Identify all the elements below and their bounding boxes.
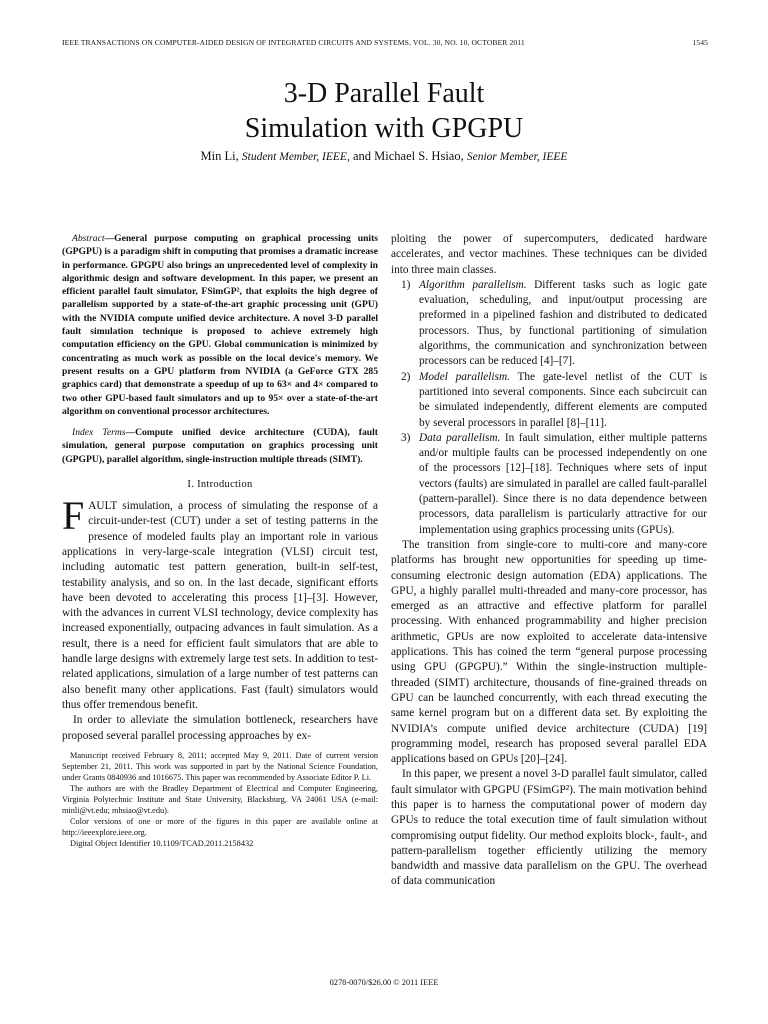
intro-paragraph-1 — [62, 493, 378, 713]
list-item-text: The gate-level netlist of the CUT is partitioned into several components. Since each subcircuit can be simulated independently, different elements are computed by several processors in parallel [8]–[11]. — [419, 370, 707, 429]
list-item-number: 1) — [401, 278, 411, 291]
list-item-number: 3) — [401, 431, 411, 444]
list-item-number: 2) — [401, 370, 411, 383]
author-2-role: Senior Member, IEEE — [466, 151, 568, 163]
list-item-class-name: Data parallelism. — [419, 431, 501, 444]
list-item — [391, 370, 707, 431]
list-item — [391, 278, 707, 370]
footnote-color: Color versions of one or more of the figures in this paper are available online at http://ieeexplore.ieee.org. — [62, 816, 378, 837]
author-2-name: Michael S. Hsiao, — [374, 149, 464, 163]
abstract-text: —General purpose computing on graphical processing units (GPGPU) is a paradigm shift in computing that promises a dramatic increase in performance. GPGPU also brings an unprecedented level of complexity in algorithmic design and software development. In this paper, we present an efficient parallel fault simulator, FSimGP², that exploits the high degree of parallelism supported by a state-of-the-art graphic processing unit (GPU) with the NVIDIA compute unified device architecture. A novel 3-D parallel fault simulation technique is proposed to achieve extremely high computation efficiency on the GPU. Global communication is minimized by concentrating as much work as possible on the local device's memory. We present results on a GPU platform from NVIDIA (a GeForce GTX 285 graphics card) that demonstrate a speedup of up to 63× and 4× compared to two other GPU-based fault simulators and up to 95× over a state-of-the-art algorithm on conventional processor architectures. — [62, 233, 378, 417]
list-item-class-name: Algorithm parallelism. — [419, 278, 527, 291]
title-line-1: 3-D Parallel Fault — [283, 78, 485, 109]
footnote-manuscript: Manuscript received February 8, 2011; accepted May 9, 2011. Date of current version September 21, 2011. This work was supported in part by the National Science Foundation, under Grants 0840936 and 1016675. This paper was recommended by Associate Editor P. Li. — [62, 750, 378, 782]
intro-paragraph-2-start: In order to alleviate the simulation bottleneck, researchers have proposed several parallel processing approaches by ex- — [62, 714, 378, 742]
section-heading-introduction: I. Introduction — [187, 479, 253, 491]
drop-cap: F — [62, 493, 85, 539]
journal-name: IEEE TRANSACTIONS ON COMPUTER-AIDED DESIGN OF INTEGRATED CIRCUITS AND SYSTEMS, VOL. 30, NO. 10, OCTOBER 2011 — [62, 38, 525, 47]
index-terms — [62, 426, 378, 466]
copyright-footer: 0278-0070/$26.00 © 2011 IEEE — [329, 978, 439, 987]
author-1-name: Min Li, — [200, 149, 239, 163]
intro-paragraph-1-text: AULT simulation, a process of simulating the response of a circuit-under-test (CUT) under a set of testing patterns in the presence of modeled faults play an important role in various applications in very-large-scale integration (VLSI) circuit test, including automatic test pattern generation, built-in self-test, testability analysis, and so on. In the last decade, significant efforts have been devoted to accelerating this process [1]–[3]. However, with the advances in current VLSI technology, device complexity has increased exponentially, outpacing advances in fault simulation. As a result, there is a need for efficient fault simulators that are able to handle large designs with extremely large test sets. In addition to test-related applications, simulation of a large number of test patterns can also benefit many other applications. Fast (fault) simulators would thus offer tremendous benefit. — [62, 500, 378, 711]
page-number: 1545 — [692, 38, 708, 47]
list-item-text: Different tasks such as logic gate evaluation, scheduling, and input/output processing are preformed in a pipelined fashion and distributed to dedicated processors. Thus, by functional partitioning of simulation algorithms, the communication and synchronization between processors can be reduced [4]–[7]. — [419, 278, 707, 368]
right-column — [391, 232, 707, 890]
author-1-role: Student Member, IEEE, — [241, 151, 350, 163]
title-line-2: Simulation with GPGPU — [244, 113, 524, 144]
list-item-text: In fault simulation, either multiple patterns and/or multiple faults can be processed independently on one of the processors [12]–[18]. Techniques where sets of input vectors (faults) are simulated in parallel are called fault-parallel (pattern-parallel). Since there is no data dependence between processors, data parallelism is particularly attractive for our implementation using graphics processing units (GPUs). — [419, 431, 707, 536]
footnote-affiliation: The authors are with the Bradley Department of Electrical and Computer Engineering, Virginia Polytechnic Institute and State University, Blacksburg, VA 24061 USA (e-mail: minli@vt.edu; mhsiao@vt.edu). — [62, 783, 378, 815]
list-item-class-name: Model parallelism. — [419, 370, 510, 383]
intro-paragraph-2-continued: ploiting the power of supercomputers, dedicated hardware accelerates, and vector machines. These techniques can be divided into three main classes. — [391, 233, 707, 276]
left-column — [62, 232, 378, 849]
abstract — [62, 232, 378, 418]
parallelism-classes-list — [391, 278, 707, 538]
paper-title — [0, 76, 768, 146]
list-item — [391, 431, 707, 538]
footnote-doi: Digital Object Identifier 10.1109/TCAD.2011.2158432 — [70, 838, 254, 848]
index-terms-lead: Index Terms — [72, 427, 126, 439]
author-line — [0, 149, 768, 164]
author-conjunction: and — [352, 149, 372, 163]
intro-paragraph-3: The transition from single-core to multi-core and many-core platforms has brought new opportunities for speeding up time-consuming electronic design automation (EDA) applications. The GPU, a highly parallel multi-threaded and many-core processor, has emerged as an attractive and effective platform for parallel processing. With enhanced programmability and higher precision arithmetic, GPUs are now exploited to accelerate data-intensive applications. This has coined the term “general purpose processing using GPU (GPGPU).” Within the single-instruction multiple-threaded (SIMT) architecture, thousands of fine-grained threads on GPU can be launched concurrently, with each thread executing the same kernel program but on a different data set. By exploiting the NVIDIA’s compute unified device architecture (CUDA) [19] programming model, research has proposed several parallel EDA applications based on GPUs [20]–[24]. — [391, 538, 707, 766]
intro-paragraph-4: In this paper, we present a novel 3-D parallel fault simulator, called fault simulator with GPGPU (FSimGP²). The main motivation behind this paper is to harness the computational power of modern day GPUs to reduce the total execution time of fault simulation without compromising output fidelity. Our method exploits block-, fault-, and pattern-parallelism together efficiently utilizing the memory bandwidth and massive data parallelism on the GPU. The overhead of data communication — [391, 768, 707, 888]
abstract-lead: Abstract — [72, 233, 105, 244]
index-terms-text: —Compute unified device architecture (CUDA), fault simulation, general purpose computation on graphics processing unit (GPGPU), parallel algorithm, single-instruction multiple threads (SIMT). — [62, 427, 378, 465]
